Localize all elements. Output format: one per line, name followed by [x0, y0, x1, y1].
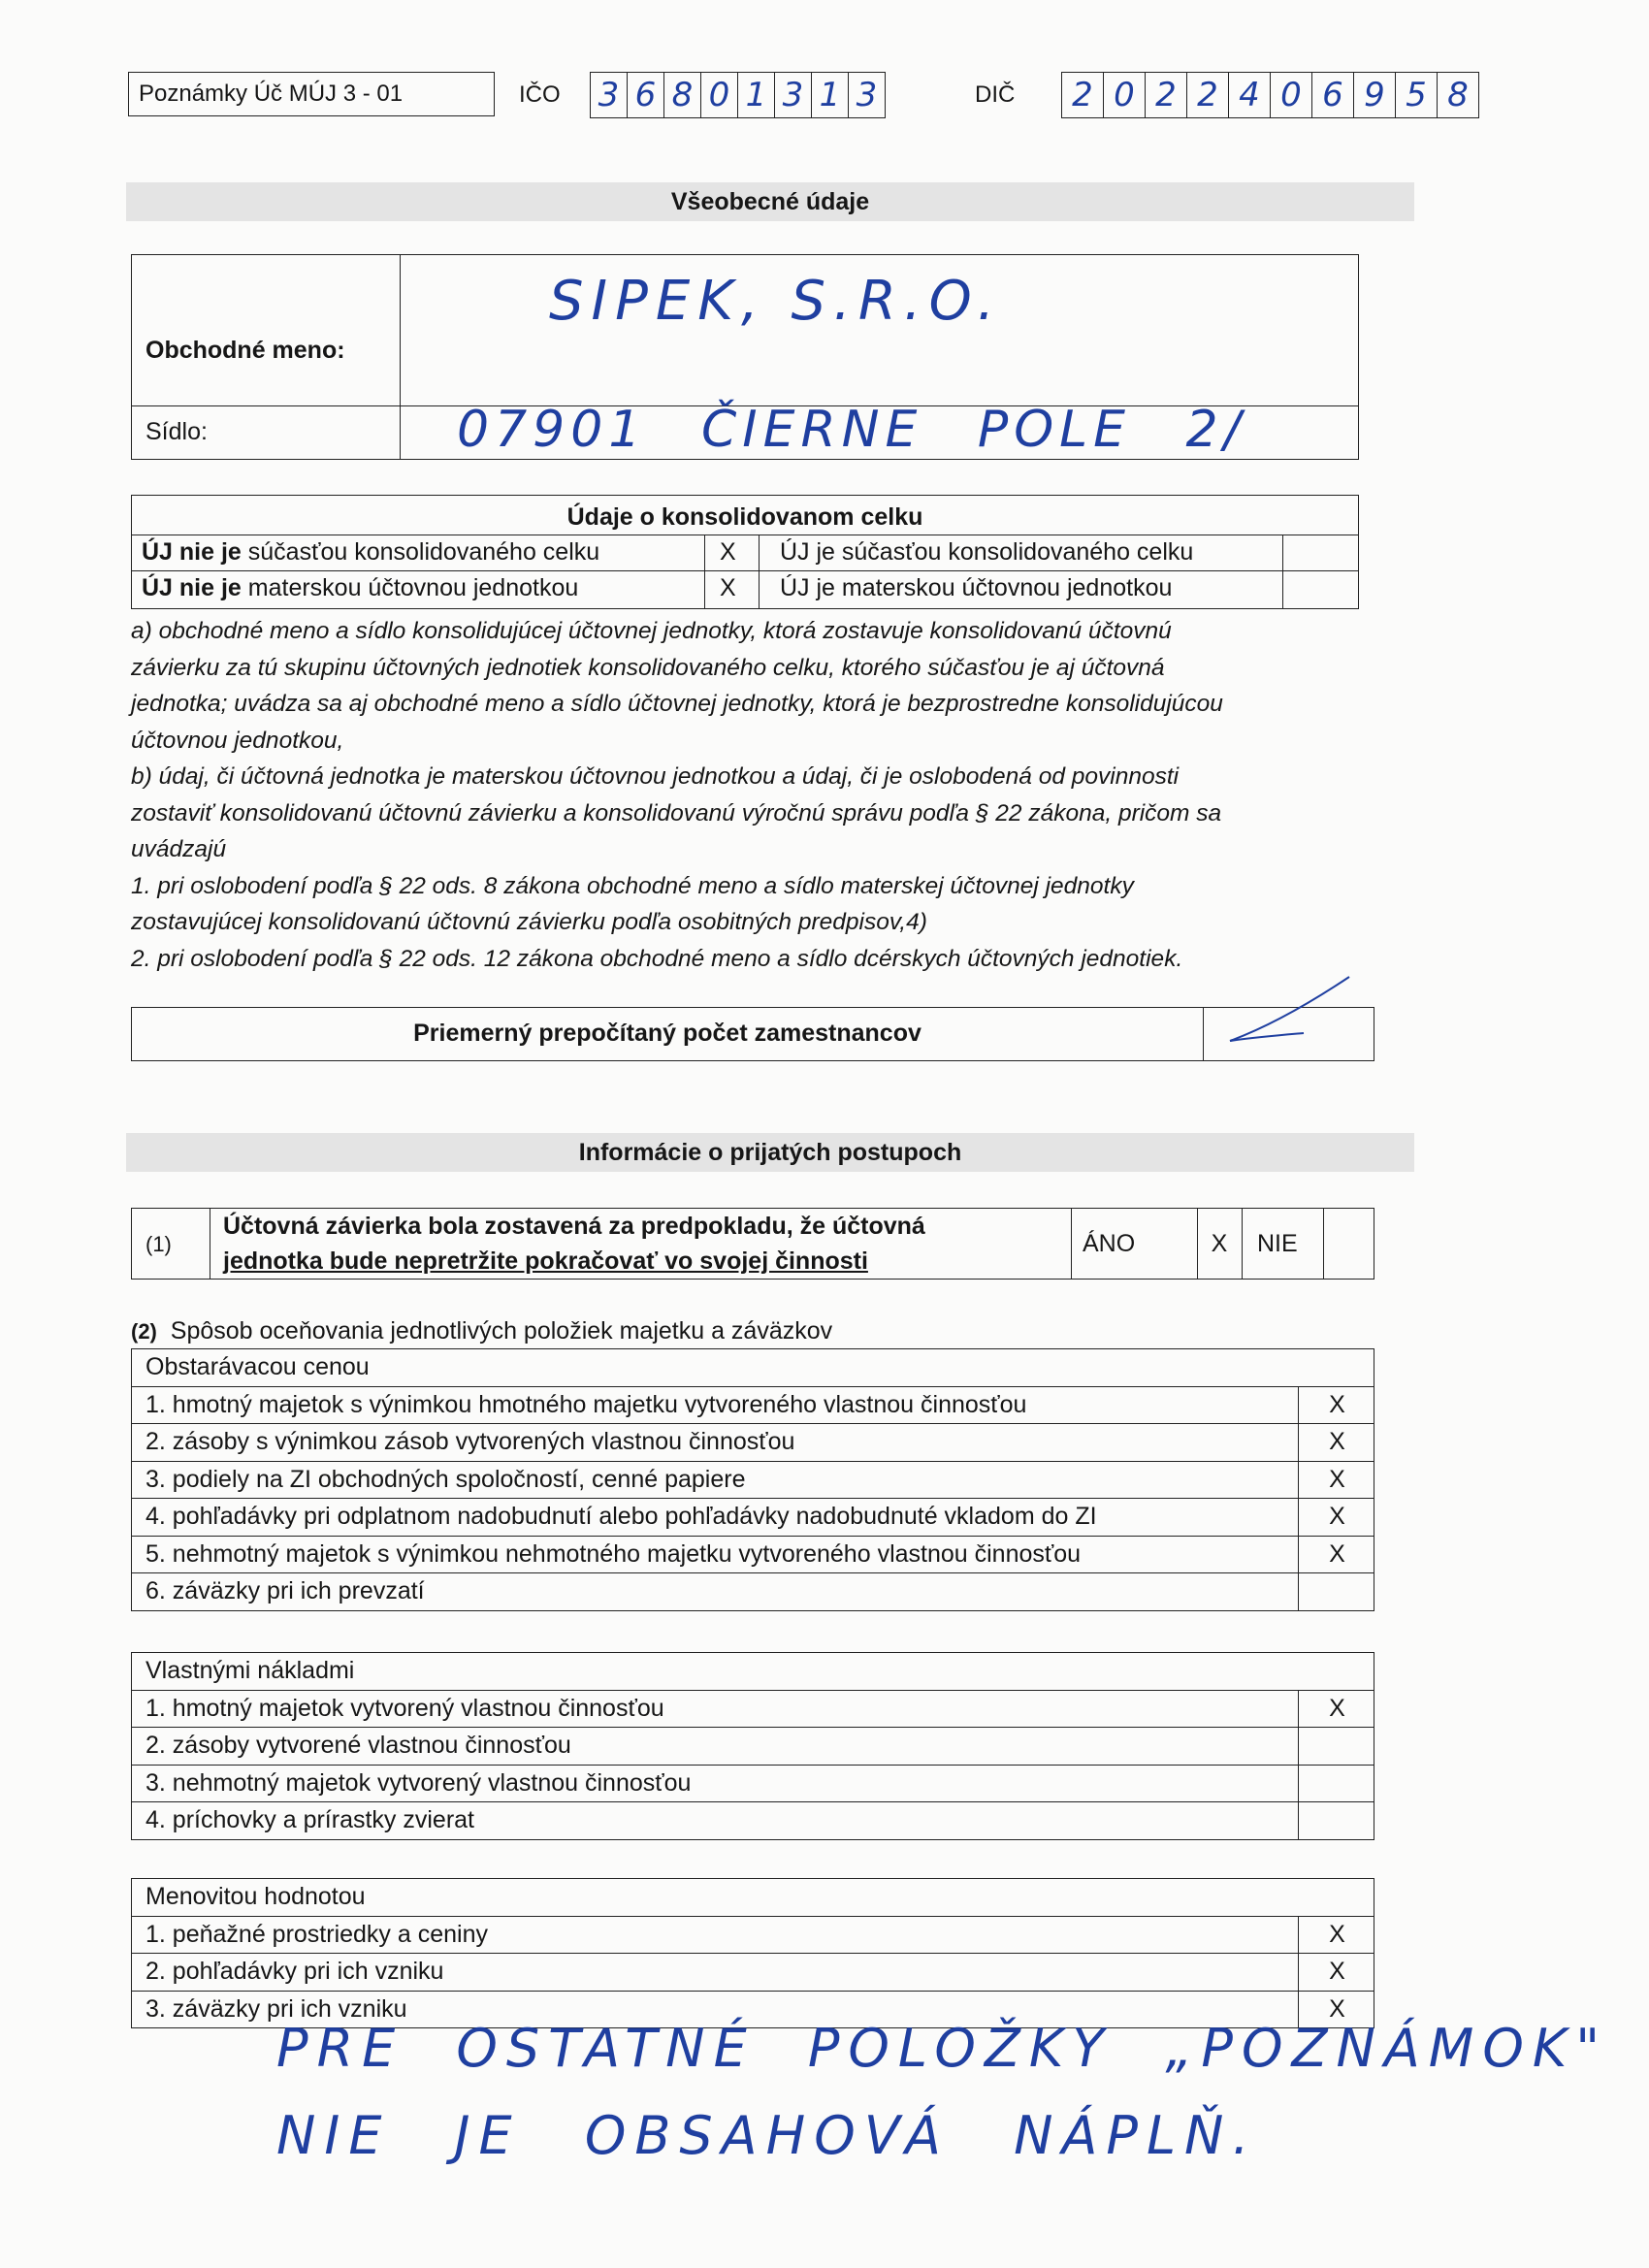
strike-mark — [1228, 973, 1354, 1060]
dic-digit: 2 — [1061, 72, 1104, 118]
table-row: 4. pohľadávky pri odplatnom nadobudnutí alebo pohľadávky nadobudnuté vkladom do ZI X — [132, 1498, 1374, 1536]
going-concern-text: jednotka bude nepretržite pokračovať vo svojej činnosti — [223, 1247, 868, 1275]
consolidated-right-text: ÚJ je súčasťou konsolidovaného celku — [780, 538, 1194, 566]
consolidated-left-text: ÚJ nie je materskou účtovnou jednotkou — [142, 574, 579, 601]
yes-label: ÁNO — [1083, 1230, 1136, 1257]
going-concern-table — [131, 1208, 1374, 1280]
own-costs-table — [131, 1652, 1374, 1840]
acquisition-cost-table — [131, 1348, 1374, 1611]
document-code: Poznámky Úč MÚJ 3 - 01 — [139, 81, 404, 107]
note-line: 2. pri oslobodení podľa § 22 ods. 12 zákona obchodné meno a sídlo dcérskych účtovných jednotiek. — [131, 945, 1183, 972]
consolidated-unit-table — [131, 495, 1359, 609]
note-line: účtovnou jednotkou, — [131, 727, 344, 754]
company-name-label: Obchodné meno: — [146, 337, 345, 364]
ico-digit: 8 — [664, 72, 701, 118]
seat-label: Sídlo: — [146, 418, 208, 445]
handwritten-note-line: NIE JE OBSAHOVÁ NÁPLŇ. — [276, 2105, 1258, 2166]
dic-digit: 0 — [1271, 72, 1312, 118]
dic-digit-boxes — [1061, 72, 1479, 116]
section-procedures-title: Informácie o prijatých postupoch — [126, 1133, 1414, 1172]
ico-digit: 6 — [628, 72, 664, 118]
seat-value: 07901 ČIERNE POLE 2/ — [457, 401, 1247, 459]
employee-count-label: Priemerný prepočítaný počet zamestnancov — [413, 1020, 922, 1047]
dic-digit: 2 — [1187, 72, 1229, 118]
dic-digit: 5 — [1396, 72, 1438, 118]
handwritten-note-line: PRE OSTATNÉ POLOŽKY „POZNÁMOK" — [276, 2018, 1609, 2079]
consolidated-right-text: ÚJ je materskou účtovnou jednotkou — [780, 574, 1173, 601]
ico-digit-boxes — [590, 72, 886, 116]
note-line: zostaviť konsolidovanú účtovnú závierku a konsolidovanú výročnú správu podľa § 22 zákona, pričom sa — [131, 799, 1222, 826]
table-row: 1. hmotný majetok s výnimkou hmotného majetku vytvoreného vlastnou činnosťou X — [132, 1386, 1374, 1424]
consolidated-title: Údaje o konsolidovanom celku — [566, 503, 923, 531]
table-row: 3. nehmotný majetok vytvorený vlastnou činnosťou — [132, 1765, 1374, 1802]
table-row: 2. pohľadávky pri ich vzniku X — [132, 1953, 1374, 1991]
table-row: 3. záväzky pri ich vzniku X — [132, 1991, 1374, 2028]
table-row: 5. nehmotný majetok s výnimkou nehmotného majetku vytvoreného vlastnou činnosťou X — [132, 1536, 1374, 1573]
going-concern-number: (1) — [146, 1232, 172, 1256]
note-line: závierku za tú skupinu účtovných jednotiek konsolidovaného celku, ktorého súčasťou je aj účtovná — [131, 654, 1165, 681]
dic-digit: 8 — [1438, 72, 1479, 118]
note-line: a) obchodné meno a sídlo konsolidujúcej účtovnej jednotky, ktorá zostavuje konsolidovanú účtovnú — [131, 618, 1172, 644]
note-line: uvádzajú — [131, 836, 227, 862]
note-line: jednotka; uvádza sa aj obchodné meno a sídlo účtovnej jednotky, ktorá je bezprostredne konsolidujúcou — [131, 691, 1223, 717]
ico-digit: 3 — [775, 72, 812, 118]
dic-digit: 2 — [1146, 72, 1187, 118]
ico-digit: 3 — [590, 72, 628, 118]
ico-label: IČO — [519, 81, 561, 108]
nominal-value-table — [131, 1878, 1374, 2028]
consolidated-left-text: ÚJ nie je súčasťou konsolidovaného celku — [142, 538, 600, 566]
dic-digit: 0 — [1104, 72, 1146, 118]
table-head: Vlastnými nákladmi — [146, 1657, 355, 1684]
table-row: 6. záväzky pri ich prevzatí — [132, 1572, 1374, 1610]
table-row: 1. hmotný majetok vytvorený vlastnou činnosťou X — [132, 1690, 1374, 1728]
ico-digit: 1 — [812, 72, 849, 118]
consolidated-notes — [131, 613, 1382, 977]
valuation-heading: (2) Spôsob oceňovania jednotlivých položiek majetku a záväzkov — [131, 1317, 833, 1345]
ico-digit: 3 — [849, 72, 886, 118]
company-name-value: SIPEK, S.R.O. — [549, 270, 1003, 333]
dic-digit: 9 — [1354, 72, 1396, 118]
consolidated-row — [132, 535, 1358, 571]
table-head: Menovitou hodnotou — [146, 1883, 366, 1910]
document-code-box — [128, 72, 495, 116]
employee-count-box — [131, 1007, 1374, 1061]
note-line: b) údaj, či účtovná jednotka je materskou účtovnou jednotkou a údaj, či je oslobodená od povinnosti — [131, 763, 1180, 790]
note-line: 1. pri oslobodení podľa § 22 ods. 8 zákona obchodné meno a sídlo materskej účtovnej jednotky — [131, 872, 1134, 899]
ico-digit: 0 — [701, 72, 738, 118]
general-info-table — [131, 254, 1359, 460]
consolidated-mark: X — [720, 538, 736, 566]
dic-label: DIČ — [975, 81, 1016, 108]
section-general-title: Všeobecné údaje — [126, 182, 1414, 221]
table-row: 1. peňažné prostriedky a ceniny X — [132, 1916, 1374, 1954]
note-line: zostavujúcej konsolidovanú účtovnú závierku podľa osobitných predpisov,4) — [131, 909, 927, 935]
table-row: 4. príchovky a prírastky zvierat — [132, 1801, 1374, 1839]
going-concern-text: Účtovná závierka bola zostavená za predpokladu, že účtovná — [223, 1213, 925, 1240]
dic-digit: 4 — [1229, 72, 1271, 118]
table-row: 3. podiely na ZI obchodných spoločností, cenné papiere X — [132, 1461, 1374, 1499]
ico-digit: 1 — [738, 72, 775, 118]
no-label: NIE — [1257, 1230, 1298, 1257]
table-row: 2. zásoby vytvorené vlastnou činnosťou — [132, 1727, 1374, 1765]
yes-mark: X — [1211, 1230, 1228, 1257]
dic-digit: 6 — [1312, 72, 1354, 118]
table-head: Obstarávacou cenou — [146, 1353, 370, 1380]
consolidated-mark: X — [720, 574, 736, 601]
table-row: 2. zásoby s výnimkou zásob vytvorených vlastnou činnosťou X — [132, 1423, 1374, 1461]
consolidated-row — [132, 570, 1358, 607]
